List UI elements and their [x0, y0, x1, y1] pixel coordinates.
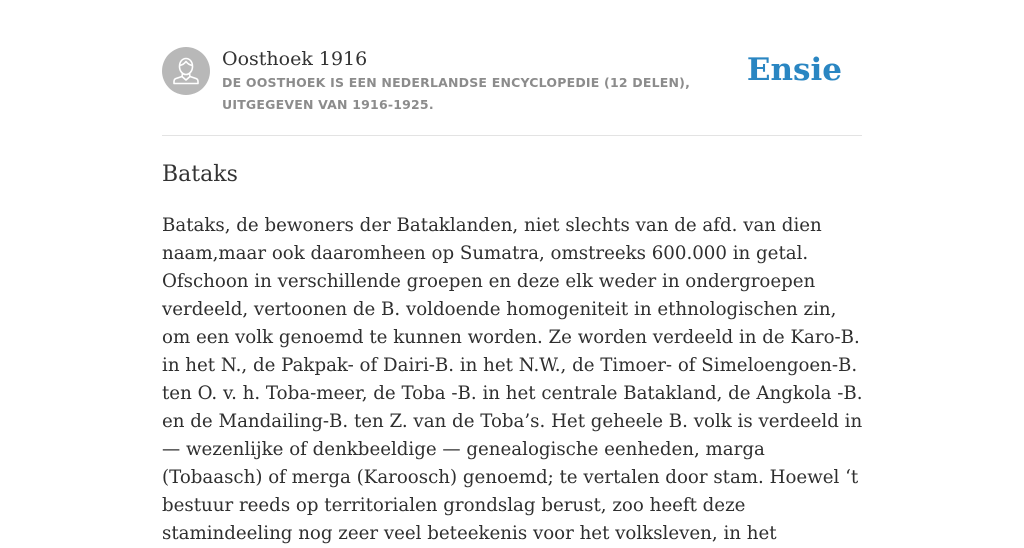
source-description: DE OOSTHOEK IS EEN NEDERLANDSE ENCYCLOPEDIE (12 DELEN), UITGEGEVEN VAN 1916-1925.: [222, 75, 691, 112]
source-title[interactable]: Oosthoek 1916: [222, 48, 368, 70]
ensie-logo[interactable]: Ensie: [746, 52, 842, 88]
source-header: [162, 44, 862, 136]
user-icon: [162, 47, 210, 95]
source-avatar[interactable]: [162, 47, 210, 95]
entry-title: Bataks: [162, 162, 238, 187]
entry-body: Bataks, de bewoners der Bataklanden, niet slechts van de afd. van dien naam,maar ook daaromheen op Sumatra, omstreeks 600.000 in getal. Ofschoon in verschillende groepen en deze elk weder in ondergroepen verdeeld, vertoonen de B. voldoende homogeniteit in ethnologischen zin, om een volk genoemd te kunnen worden. Ze worden verdeeld in de Karo-B. in het N., de Pakpak- of Dairi-B. in het N.W., de Timoer- of Simeloengoen-B. ten O. v. h. Toba-meer, de Toba -B. in het centrale Batakland, de Angkola -B. en de Mandailing-B. ten Z. van de Toba’s. Het geheele B. volk is verdeeld in — wezenlijke of denkbeeldige — genealogische eenheden, marga (Tobaasch) of merga (Karoosch) genoemd; te vertalen door stam. Hoewel ‘t bestuur reeds op territorialen grondslag berust, zoo heeft deze stamindeeling nog zeer veel beteekenis voor het volksleven, in het: [162, 215, 863, 544]
